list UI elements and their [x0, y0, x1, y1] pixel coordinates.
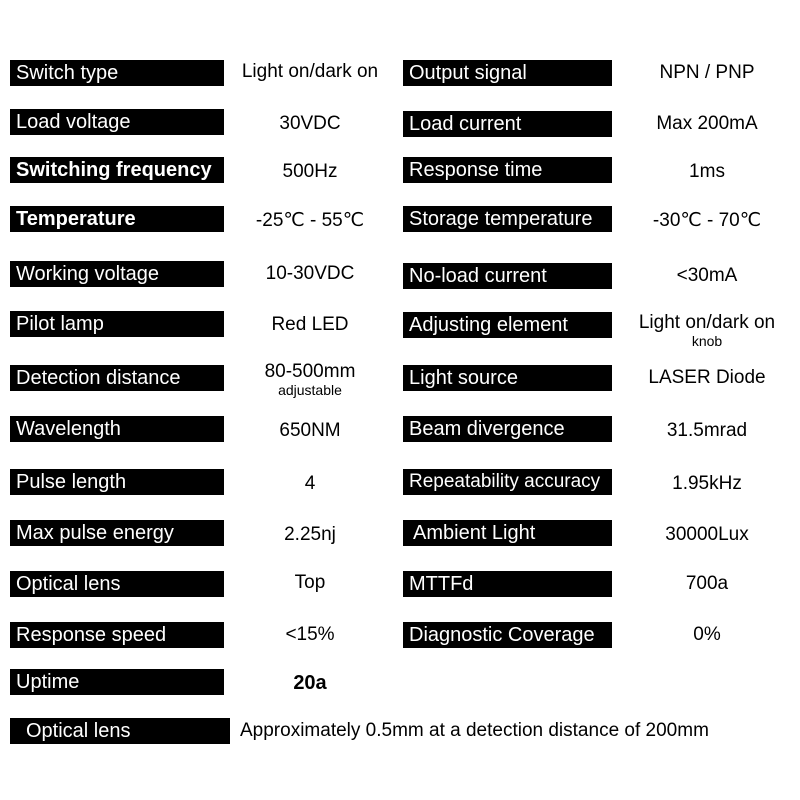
- spec-label: Repeatability accuracy: [403, 469, 612, 495]
- spec-value: <30mA: [676, 265, 738, 286]
- spec-label: Response time: [403, 157, 612, 183]
- spec-value: 80-500mm adjustable: [224, 361, 396, 398]
- spec-label: Ambient Light: [403, 520, 612, 546]
- spec-label: Temperature: [10, 206, 224, 232]
- spec-label: Uptime: [10, 669, 224, 695]
- spec-row: [0, 60, 800, 100]
- spec-row: [0, 669, 800, 709]
- spec-value: <15%: [285, 624, 335, 645]
- spec-row: [0, 109, 800, 149]
- spec-label: Wavelength: [10, 416, 224, 442]
- spec-label: Optical lens: [10, 718, 230, 744]
- spec-value: Light on/dark on knob: [616, 312, 798, 349]
- spec-row: [0, 157, 800, 197]
- spec-row: [0, 469, 800, 509]
- spec-label: Light source: [403, 365, 612, 391]
- spec-label: Working voltage: [10, 261, 224, 287]
- spec-value: Red LED: [271, 314, 349, 335]
- spec-label: Load current: [403, 111, 612, 137]
- spec-value-note: adjustable: [278, 382, 342, 398]
- spec-value: 10-30VDC: [265, 263, 355, 284]
- spec-value: 30000Lux: [665, 524, 749, 545]
- spec-label: No-load current: [403, 263, 612, 289]
- spec-row: [0, 520, 800, 560]
- spec-label: Switching frequency: [10, 157, 224, 183]
- spec-value-note: knob: [691, 333, 723, 349]
- spec-value: 31.5mrad: [666, 420, 748, 441]
- spec-value: 4: [304, 473, 316, 494]
- spec-label: Pilot lamp: [10, 311, 224, 337]
- spec-value: Max 200mA: [656, 113, 758, 134]
- spec-value: 2.25nj: [284, 524, 336, 545]
- spec-value: NPN / PNP: [659, 62, 755, 83]
- spec-label: MTTFd: [403, 571, 612, 597]
- spec-value: 1.95kHz: [672, 473, 742, 494]
- spec-label: Load voltage: [10, 109, 224, 135]
- spec-label: Optical lens: [10, 571, 224, 597]
- spec-label: Pulse length: [10, 469, 224, 495]
- spec-value: Approximately 0.5mm at a detection distance of 200mm: [240, 720, 709, 741]
- spec-value: -25℃ - 55℃: [255, 210, 365, 231]
- spec-row: [0, 571, 800, 611]
- spec-label: Beam divergence: [403, 416, 612, 442]
- spec-value: LASER Diode: [648, 367, 766, 388]
- spec-row: [0, 622, 800, 662]
- spec-row: [0, 311, 800, 351]
- spec-label: Output signal: [403, 60, 612, 86]
- spec-label: Storage temperature: [403, 206, 612, 232]
- spec-label: Detection distance: [10, 365, 224, 391]
- spec-row: [0, 261, 800, 301]
- spec-label: Switch type: [10, 60, 224, 86]
- spec-row: [0, 361, 800, 405]
- spec-value: Top: [294, 572, 326, 593]
- spec-value: 30VDC: [279, 113, 341, 134]
- spec-label: Diagnostic Coverage: [403, 622, 612, 648]
- spec-value: 1ms: [689, 161, 725, 182]
- spec-row: [0, 206, 800, 246]
- spec-value: 650NM: [279, 420, 341, 441]
- spec-row-wide: [0, 718, 800, 758]
- spec-label: Response speed: [10, 622, 224, 648]
- spec-value: 700a: [685, 573, 729, 594]
- spec-value: 500Hz: [282, 161, 338, 182]
- spec-value: -30℃ - 70℃: [652, 210, 762, 231]
- spec-value: Light on/dark on: [241, 61, 379, 82]
- spec-row: [0, 416, 800, 456]
- spec-label: Adjusting element: [403, 312, 612, 338]
- spec-value: 20a: [293, 672, 327, 694]
- spec-label: Max pulse energy: [10, 520, 224, 546]
- spec-value: 0%: [693, 624, 721, 645]
